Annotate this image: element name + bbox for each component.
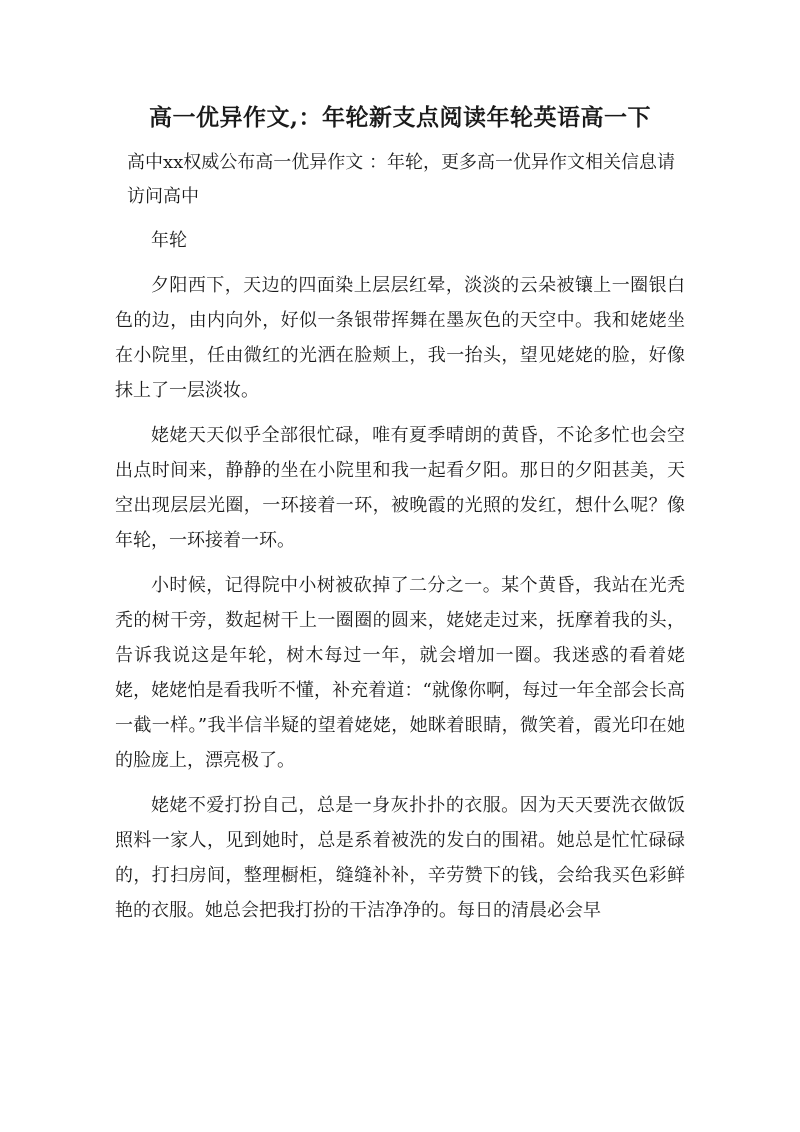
essay-heading: 年轮 <box>151 230 187 251</box>
body-paragraph-4: 姥姥不爱打扮自己，总是一身灰扑扑的衣服。因为天天要洗衣做饭照料一家人，见到她时，总是系着被洗的发白的围裙。她总是忙忙碌碌的，打扫房间，整理橱柜，缝缝补补，辛劳赞下的钱，会给我买色彩鲜艳的衣服。她总会把我打扮的干洁净净的。每日的清晨必会早 <box>115 795 685 921</box>
intro-paragraph: 高中xx权威公布高一优异作文 ：年轮，更多高一优异作文相关信息请访问高中 <box>127 152 676 207</box>
body-paragraph-2: 姥姥天天似乎全部很忙碌，唯有夏季晴朗的黄昏，不论多忙也会空出点时间来，静静的坐在小院里和我一起看夕阳。那日的夕阳甚美，天空出现层层光圈，一环接着一环，被晚霞的光照的发红，想什么呢？像年轮，一环接着一环。 <box>115 425 685 551</box>
body-paragraph-1: 夕阳西下，天边的四面染上层层红晕，淡淡的云朵被镶上一圈银白色的边，由内向外，好似一条银带挥舞在墨灰色的天空中。我和姥姥坐在小院里，任由微红的光洒在脸颊上，我一抬头，望见姥姥的脸，好像抹上了一层淡妆。 <box>115 275 685 401</box>
body-paragraph-3: 小时候，记得院中小树被砍掉了二分之一。某个黄昏，我站在光秃秃的树干旁，数起树干上一圈圈的圆来，姥姥走过来，抚摩着我的头，告诉我说这是年轮，树木每过一年，就会增加一圈。我迷惑的看着姥姥，姥姥怕是看我听不懂，补充着道：“就像你啊，每过一年全部会长高一截一样。”我半信半疑的望着姥姥，她眯着眼睛，微笑着，霞光印在她的脸庞上，漂亮极了。 <box>115 575 685 771</box>
document-title: 高一优异作文,：年轮新支点阅读年轮英语高一下 <box>148 104 651 131</box>
document-page <box>115 100 685 938</box>
